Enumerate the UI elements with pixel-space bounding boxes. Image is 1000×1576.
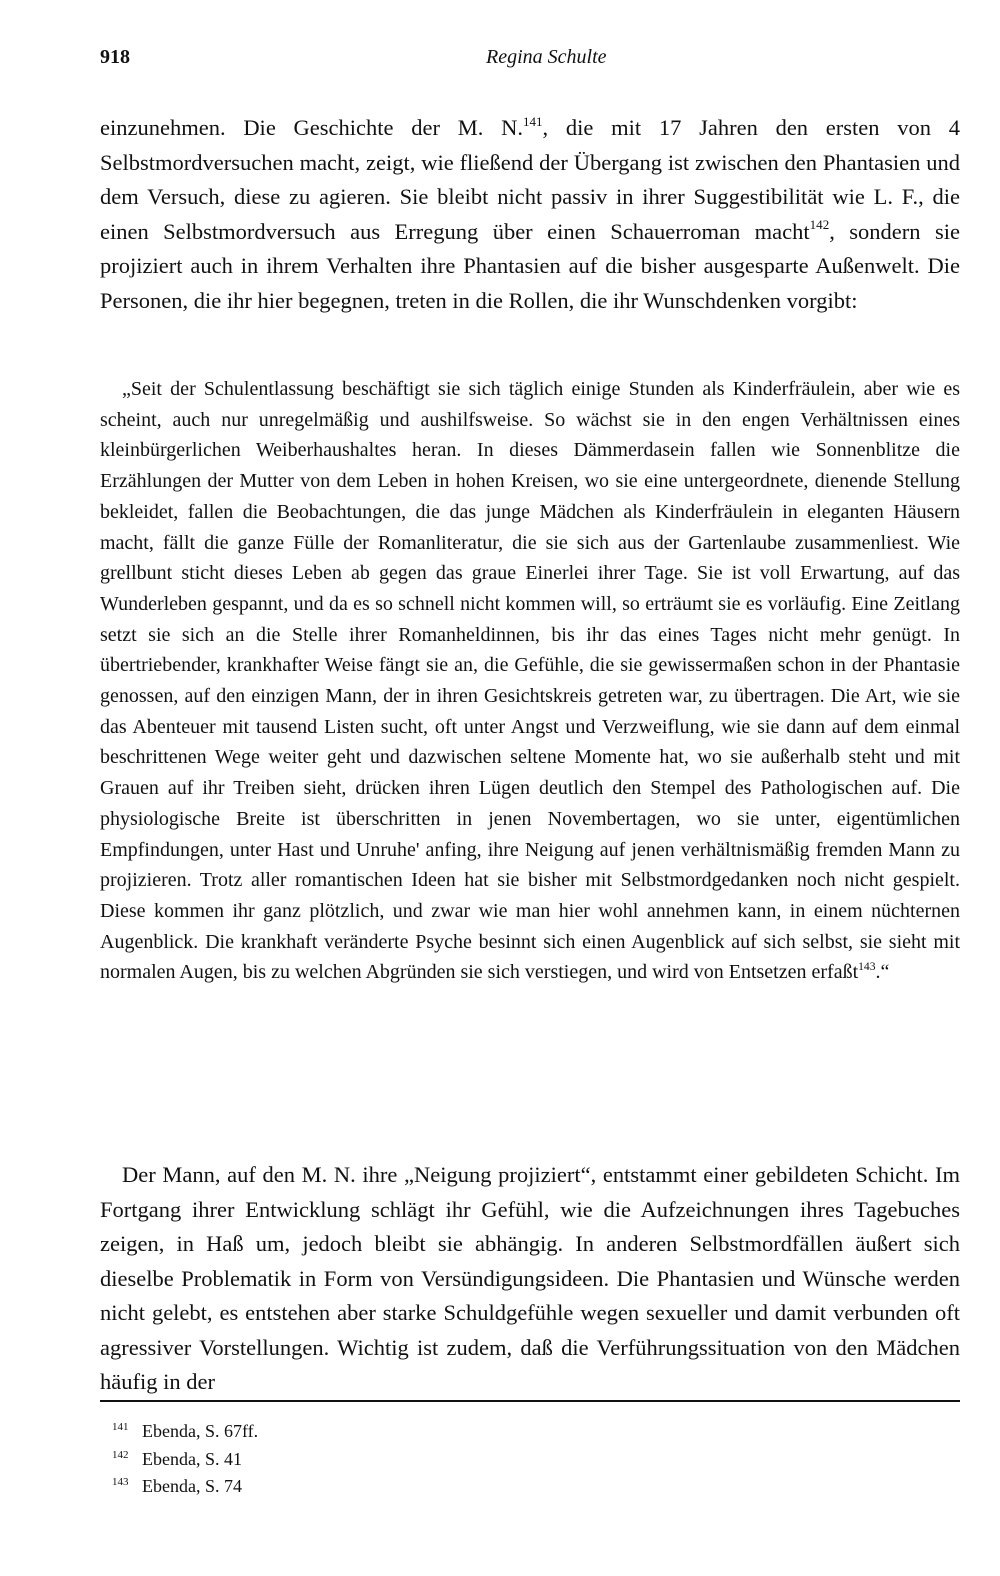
body-paragraph-1: [100, 111, 960, 318]
body-paragraph-2: Der Mann, auf den M. N. ihre „Neigung projiziert“, entstammt einer gebildeten Schicht. Im Fortgang ihrer Entwicklung schlägt ihr Gefühl, wie die Aufzeichnungen ihres Tagebuches zeigen, in Haß um, jedoch bleibt sie abhängig. In anderen Selbstmordfällen äußert sich dieselbe Problematik in Form von Versündigungsideen. Die Phantasien und Wünsche werden nicht gelebt, es entstehen aber starke Schuldgefühle wegen sexueller und damit verbunden oft agressiver Vorstellungen. Wichtig ist zudem, daß die Verführungssituation von den Mädchen häufig in der: [100, 1162, 960, 1394]
footnote-ref-143[interactable]: 143: [858, 960, 876, 974]
footnote-ref-141[interactable]: 141: [522, 113, 543, 129]
footnote-divider: [100, 1400, 960, 1402]
para1-text-b: , die mit 17 Jahren den ersten von 4 Selbstmordversuchen macht, zeigt, wie fließend der Übergang ist zwischen den Phantasien und dem Versuch, diese zu agieren. Sie bleibt nicht passiv in ihrer Suggestibilität wie L. F., die einen Selbstmordversuch aus Erregung über einen Schauerroman macht: [100, 115, 960, 244]
footnote-143: 143 Ebenda, S. 74: [112, 1476, 242, 1496]
para1-text-a: einzunehmen. Die Geschichte der M. N.: [100, 115, 523, 140]
footnotes: [112, 1418, 712, 1501]
footnote-text: Ebenda, S. 67ff.: [142, 1421, 259, 1441]
footnote-text: Ebenda, S. 41: [142, 1448, 242, 1469]
quote-text-b: .“: [875, 961, 890, 984]
footnote-text: Ebenda, S. 74: [142, 1476, 242, 1496]
quote-text-a: „Seit der Schulentlassung beschäftigt sie sich täglich einige Stunden als Kinderfräulein, aber wie es scheint, auch nur unregelmäßig und aushilfsweise. So wächst sie in den engen Verhältnissen eines kleinbürgerlichen Weiberhaushaltes heran. In dieses Dämmerdasein fallen wie Sonnenblitze die Erzählungen der Mutter von dem Leben in hohen Kreisen, wo sie eine untergeordnete, dienende Stellung bekleidet, fallen die Beobachtungen, die das junge Mädchen als Kinderfräulein in eleganten Häusern macht, fällt die ganze Fülle der Romanliteratur, die sie sich aus der Gartenlaube zusammenliest. Wie grellbunt sticht dieses Leben ab gegen das graue Einerlei ihrer Tage. Sie ist voll Erwartung, auf das Wunderleben gespannt, und da es so schnell nicht kommen will, so erträumt sie es vorläufig. Eine Zeitlang setzt sie sich an die Stelle ihrer Romanheldinnen, bis ihr das eines Tages nicht mehr genügt. In übertriebender, krankhafter Weise fängt sie an, die Gefühle, die sie gewissermaßen schon in der Phantasie genossen, auf den einzigen Mann, der in ihren Gesichtskreis getreten war, zu übertragen. Die Art, wie sie das Abenteuer mit tausend Listen sucht, oft unter Angst und Verzweiflung, wie sie dann auf dem einmal beschrittenen Wege weiter geht und dazwischen seltene Momente hat, wo sie außerhalb steht und mit Grauen auf ihr Treiben sieht, drücken ihren Lügen deutlich den Stempel des Pathologischen auf. Die physiologische Breite ist überschritten in jenen Novembertagen, wo sie unter, eigentümlichen Empfindungen, unter Hast und Unruhe' anfing, ihre Neigung auf jenen verhältnismäßig fremden Mann zu projizieren. Trotz aller romantischen Ideen hat sie bisher mit Selbstmordgedanken noch nicht gespielt. Diese kommen ihr ganz plötzlich, und zwar wie man hier wohl annehmen kann, in einem nüchternen Augenblick. Die krankhaft veränderte Psyche besinnt sich einen Augenblick auf sich selbst, sie sieht mit normalen Augen, bis zu welchen Abgründen sie sich verstiegen, und wird von Entsetzen erfaßt: [100, 378, 960, 984]
footnote-141: 141 Ebenda, S. 67ff.: [112, 1421, 259, 1441]
block-quote: [100, 374, 960, 988]
footnote-ref-142[interactable]: 142: [809, 217, 830, 233]
para1-text-c: , sondern sie projiziert auch in ihrem Verhalten ihre Phantasien auf die bisher ausgesparte Außenwelt. Die Personen, die ihr hier begegnen, treten in die Rollen, die ihr Wunschdenken vorgibt:: [100, 218, 960, 313]
footnote-142: 142 Ebenda, S. 41: [112, 1448, 242, 1469]
running-title: Regina Schulte: [486, 46, 607, 68]
page-number: 918: [100, 46, 130, 68]
running-head: [100, 46, 960, 76]
